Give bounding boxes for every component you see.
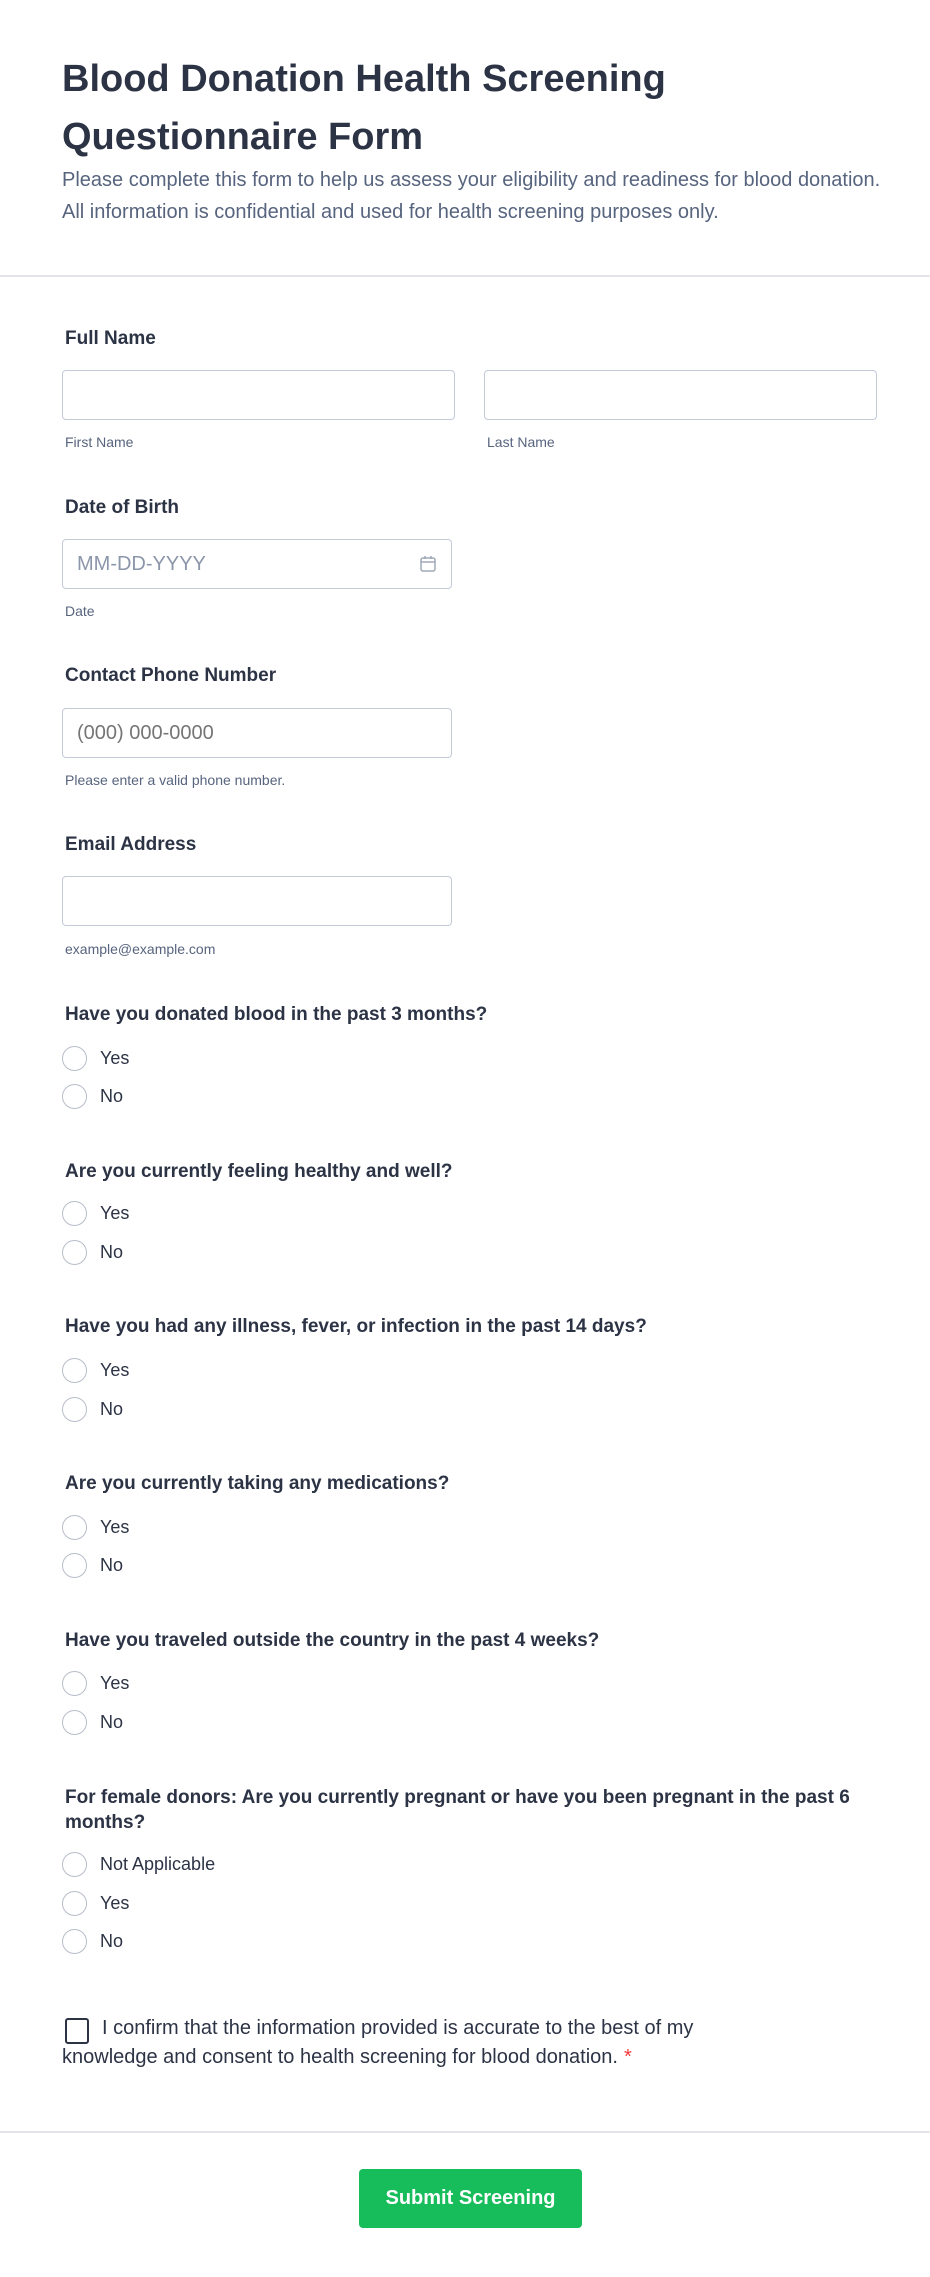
submit-button[interactable]: Submit Screening [359, 2169, 582, 2228]
first-name-sublabel: First Name [65, 434, 134, 450]
radio-option[interactable] [62, 1852, 215, 1877]
radio-option-label: Yes [100, 1517, 130, 1537]
radio-option-label: No [100, 1712, 124, 1732]
email-sublabel: example@example.com [65, 941, 216, 957]
radio-option-label: Yes [100, 1203, 130, 1223]
question-label: Are you currently taking any medications? [65, 1473, 450, 1494]
radio-option-label: No [100, 1242, 124, 1262]
radio-option[interactable] [62, 1929, 123, 1954]
radio-option-label: Not Applicable [100, 1854, 216, 1874]
radio-button[interactable] [62, 1852, 87, 1877]
radio-option[interactable] [62, 1240, 123, 1265]
first-name-input[interactable] [62, 370, 455, 420]
radio-button[interactable] [62, 1201, 87, 1226]
consent-text: I confirm that the information provided is accurate to the best of my knowledge and consent to health screening for blood donation. [62, 2017, 694, 2068]
radio-option[interactable] [62, 1397, 123, 1422]
dob-label: Date of Birth [65, 497, 179, 518]
radio-option[interactable] [62, 1891, 129, 1916]
radio-button[interactable] [62, 1084, 87, 1109]
radio-button[interactable] [62, 1358, 87, 1383]
radio-option[interactable] [62, 1201, 129, 1226]
radio-option-label: Yes [100, 1360, 130, 1380]
radio-option-label: No [100, 1399, 124, 1419]
radio-option-label: Yes [100, 1673, 130, 1693]
calendar-icon[interactable] [419, 555, 437, 573]
phone-sublabel: Please enter a valid phone number. [65, 772, 286, 788]
radio-button[interactable] [62, 1240, 87, 1265]
radio-option-label: No [100, 1086, 124, 1106]
page-description: Please complete this form to help us assess your eligibility and readiness for blood donation. All information is confidential and used for health screening purposes only. [62, 169, 881, 223]
phone-input[interactable] [62, 708, 452, 758]
radio-option[interactable] [62, 1515, 129, 1540]
radio-option[interactable] [62, 1084, 123, 1109]
last-name-sublabel: Last Name [487, 434, 555, 450]
radio-option-label: Yes [100, 1048, 130, 1068]
question-label: Are you currently feeling healthy and well? [65, 1161, 453, 1182]
radio-option-label: Yes [100, 1893, 130, 1913]
full-name-label: Full Name [65, 328, 156, 349]
footer-divider [0, 2131, 930, 2133]
email-label: Email Address [65, 834, 197, 855]
radio-option[interactable] [62, 1358, 129, 1383]
question-label: For female donors: Are you currently pregnant or have you been pregnant in the past 6 months? [65, 1787, 850, 1833]
radio-option[interactable] [62, 1710, 123, 1735]
dob-placeholder: MM-DD-YYYY [77, 552, 206, 575]
email-input[interactable] [62, 876, 452, 926]
radio-option[interactable] [62, 1671, 129, 1696]
radio-button[interactable] [62, 1891, 87, 1916]
dob-input[interactable] [62, 539, 452, 589]
radio-button[interactable] [62, 1710, 87, 1735]
radio-option-label: No [100, 1931, 124, 1951]
question-label: Have you had any illness, fever, or infection in the past 14 days? [65, 1316, 647, 1337]
page-title: Blood Donation Health Screening Questionnaire Form [62, 58, 666, 158]
radio-option[interactable] [62, 1553, 123, 1578]
radio-button[interactable] [62, 1515, 87, 1540]
question-label: Have you traveled outside the country in the past 4 weeks? [65, 1630, 600, 1651]
radio-button[interactable] [62, 1046, 87, 1071]
required-mark: * [623, 2046, 632, 2068]
radio-button[interactable] [62, 1671, 87, 1696]
header-divider [0, 275, 930, 277]
radio-option[interactable] [62, 1046, 129, 1071]
last-name-input[interactable] [484, 370, 877, 420]
radio-button[interactable] [62, 1553, 87, 1578]
radio-button[interactable] [62, 1397, 87, 1422]
question-label: Have you donated blood in the past 3 months? [65, 1004, 488, 1025]
consent-label [62, 2014, 782, 2072]
phone-label: Contact Phone Number [65, 665, 277, 686]
radio-button[interactable] [62, 1929, 87, 1954]
radio-option-label: No [100, 1555, 124, 1575]
dob-sublabel: Date [65, 603, 95, 619]
